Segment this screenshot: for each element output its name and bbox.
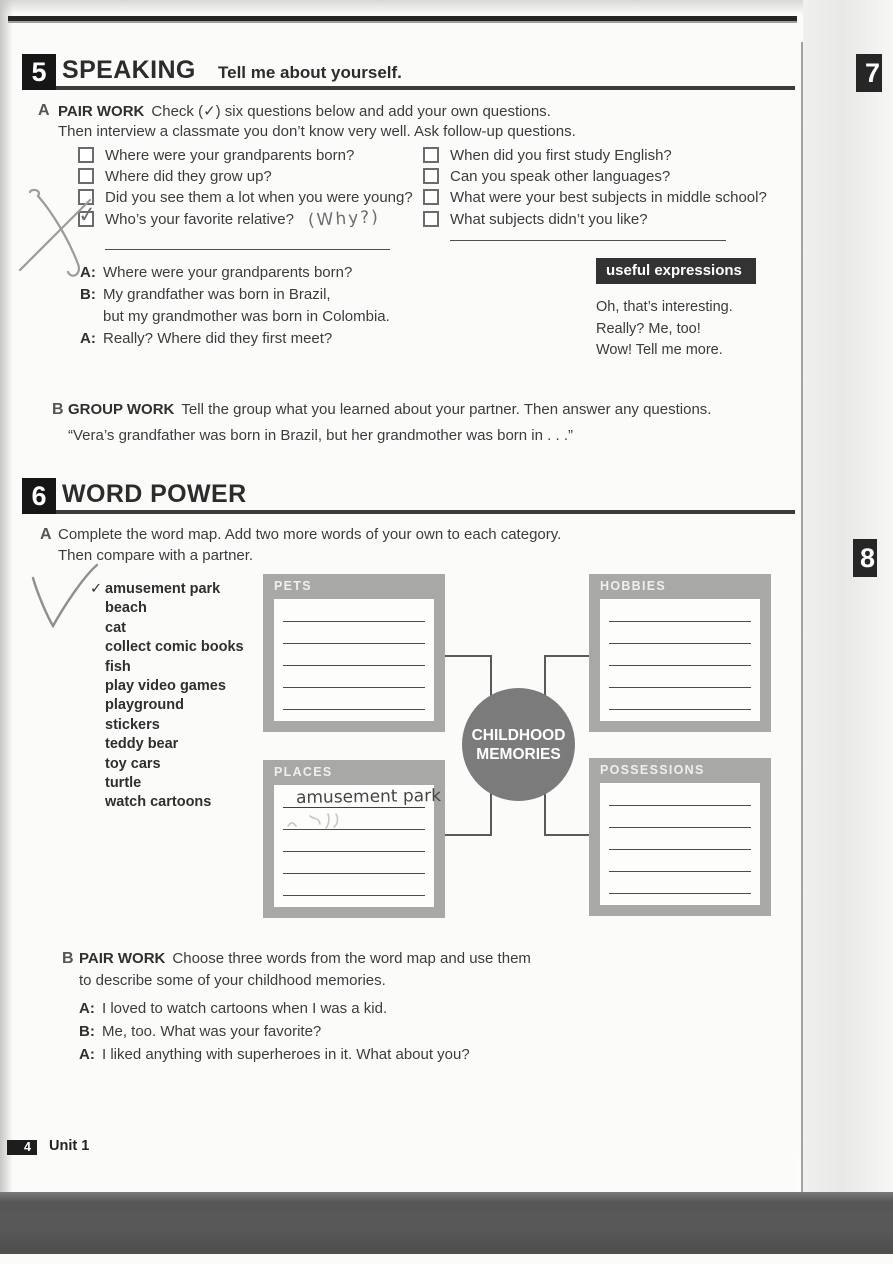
expression-item: Oh, that’s interesting. xyxy=(596,299,733,315)
question-label: Can you speak other languages? xyxy=(450,167,671,185)
pair-work-instructions xyxy=(58,102,551,120)
own-question-line xyxy=(105,249,390,250)
faint-pencil-scribble xyxy=(284,812,356,830)
box-writing-area xyxy=(600,783,760,905)
word-item: collect comic books xyxy=(105,639,244,656)
blank-line xyxy=(609,805,751,806)
group-work-heading: GROUP WORK xyxy=(68,401,175,418)
question-label: When did you first study English? xyxy=(450,146,672,164)
word-item: ✓ amusement park xyxy=(90,580,244,599)
scanner-bed-band xyxy=(0,1192,893,1254)
dialogue-text: Where were your grandparents born? xyxy=(103,264,353,281)
dialogue-line xyxy=(79,1000,387,1017)
word-item: fish xyxy=(105,658,131,675)
blank-line xyxy=(283,709,425,710)
question-row xyxy=(423,167,670,185)
blank-line xyxy=(283,829,425,830)
handwritten-note: (Why?) xyxy=(307,207,381,231)
speaker-label: B: xyxy=(80,286,96,303)
pair-work-line1: Check (✓) six questions below and add your own questions. xyxy=(151,103,551,120)
speaker-label: A: xyxy=(79,1046,95,1063)
connector-line xyxy=(544,834,591,836)
blank-line xyxy=(283,873,425,874)
question-label: What subjects didn’t you like? xyxy=(450,210,648,228)
own-question-line xyxy=(450,240,726,241)
question-label: Did you see them a lot when you were young? xyxy=(105,188,413,206)
box-writing-area xyxy=(274,599,434,721)
useful-expressions-title: useful expressions xyxy=(596,258,756,284)
blank-line xyxy=(609,827,751,828)
pair-work-2-heading: PAIR WORK xyxy=(79,950,166,967)
speaker-label: B: xyxy=(79,1023,95,1040)
check-icon: ✓ xyxy=(90,581,103,597)
speaker-label: A: xyxy=(80,330,96,347)
part-b-letter: B xyxy=(62,950,74,967)
connector-line xyxy=(445,655,492,657)
part-a-letter: A xyxy=(40,526,52,543)
scan-left-edge xyxy=(0,0,13,1192)
checkbox-icon xyxy=(423,189,439,205)
useful-expressions-box xyxy=(596,258,791,362)
part-b-letter: B xyxy=(52,401,64,418)
word-power-line2: Then compare with a partner. xyxy=(58,547,254,564)
dialogue-text: Me, too. What was your favorite? xyxy=(102,1023,322,1040)
section-6-title: WORD POWER xyxy=(62,480,247,508)
word-map-box-possessions xyxy=(589,758,771,916)
handwritten-places-entry: amusement park xyxy=(295,785,442,809)
word-item: beach xyxy=(105,600,147,617)
box-label: PLACES xyxy=(274,765,333,779)
word-map-box-hobbies xyxy=(589,574,771,732)
question-row xyxy=(78,167,272,185)
group-work-instructions xyxy=(68,401,711,418)
section-5-underline xyxy=(56,86,795,90)
pair-work-line2: Then interview a classmate you don’t know very well. Ask follow-up questions. xyxy=(58,123,576,140)
checkbox-icon xyxy=(78,147,94,163)
dialogue-text: I loved to watch cartoons when I was a kid. xyxy=(102,1000,388,1017)
word-item: cat xyxy=(105,619,126,636)
blank-line xyxy=(609,643,751,644)
dialogue-line xyxy=(80,308,390,325)
dialogue-text: but my grandmother was born in Colombia. xyxy=(103,308,390,325)
word-item: teddy bear xyxy=(105,736,179,753)
blank-line xyxy=(609,871,751,872)
word-map-box-pets xyxy=(263,574,445,732)
blank-line xyxy=(609,893,751,894)
blank-line xyxy=(609,665,751,666)
question-row xyxy=(78,188,413,206)
pair-work-2-instructions xyxy=(79,950,531,967)
center-label-line2: MEMORIES xyxy=(476,745,561,763)
question-row xyxy=(78,146,354,164)
pair-work-heading: PAIR WORK xyxy=(58,103,145,120)
box-writing-area xyxy=(600,599,760,721)
connector-line xyxy=(544,655,591,657)
group-work-example: “Vera’s grandfather was born in Brazil, but her grandmother was born in . . .” xyxy=(68,427,573,444)
dialogue-text: Really? Where did they first meet? xyxy=(103,330,333,347)
pair-work-2-line1: Choose three words from the word map and use them xyxy=(172,950,531,967)
box-label: PETS xyxy=(274,579,312,593)
box-label: POSSESSIONS xyxy=(600,763,705,777)
pair-work-2-line2: to describe some of your childhood memories. xyxy=(79,972,386,989)
word-map-box-places xyxy=(263,760,445,918)
blank-line xyxy=(283,665,425,666)
box-label: HOBBIES xyxy=(600,579,667,593)
unit-label: Unit 1 xyxy=(49,1138,90,1154)
word-item: toy cars xyxy=(105,755,161,772)
checkbox-icon xyxy=(78,168,94,184)
center-label-line1: CHILDHOOD xyxy=(471,726,566,744)
question-label: Where did they grow up? xyxy=(105,167,272,185)
next-page-sliver xyxy=(803,0,893,1192)
section-6-number: 6 xyxy=(22,478,56,514)
word-item: play video games xyxy=(105,678,226,695)
question-row xyxy=(423,210,648,228)
scan-top-edge xyxy=(0,0,893,14)
dialogue-line xyxy=(79,1023,321,1040)
connector-line xyxy=(544,791,546,836)
connector-line xyxy=(544,655,546,698)
page-number-badge: 4 xyxy=(7,1140,37,1155)
speaker-label: A: xyxy=(79,1000,95,1017)
blank-line xyxy=(283,621,425,622)
blank-line xyxy=(609,687,751,688)
word-item: playground xyxy=(105,697,184,714)
checkbox-icon xyxy=(423,168,439,184)
word-list xyxy=(90,580,244,813)
section-6-underline xyxy=(56,510,795,514)
next-page-section-number-fragment: 7 xyxy=(856,54,882,92)
dialogue-line xyxy=(80,330,332,347)
word-power-line1: Complete the word map. Add two more words of your own to each category. xyxy=(58,526,562,543)
question-row xyxy=(423,146,672,164)
part-a-letter: A xyxy=(38,102,50,119)
section-5-number: 5 xyxy=(22,54,56,90)
blank-line xyxy=(283,643,425,644)
expression-item: Really? Me, too! xyxy=(596,320,701,337)
question-label: What were your best subjects in middle school? xyxy=(450,188,767,206)
question-label: Where were your grandparents born? xyxy=(105,146,355,164)
blank-line xyxy=(609,621,751,622)
dialogue-text: My grandfather was born in Brazil, xyxy=(103,286,331,303)
word-item: watch cartoons xyxy=(105,794,212,811)
question-row xyxy=(76,202,381,231)
blank-line xyxy=(609,849,751,850)
blank-line xyxy=(283,687,425,688)
checkbox-icon xyxy=(423,211,439,227)
word-item: turtle xyxy=(105,775,142,792)
dialogue-line xyxy=(80,286,331,303)
connector-line xyxy=(490,655,492,698)
checkbox-icon xyxy=(423,147,439,163)
speaker-label: A: xyxy=(80,264,96,281)
page-edge-line xyxy=(801,42,803,1192)
connector-line xyxy=(490,792,492,836)
blank-line xyxy=(283,895,425,896)
blank-line xyxy=(283,807,425,808)
dialogue-text: I liked anything with superheroes in it. What about you? xyxy=(102,1046,470,1063)
expression-item: Wow! Tell me more. xyxy=(596,342,723,358)
connector-line xyxy=(445,834,492,836)
section-5-title: SPEAKING xyxy=(62,56,196,84)
group-work-line1: Tell the group what you learned about your partner. Then answer any questions. xyxy=(181,401,712,418)
dialogue-line xyxy=(80,264,352,281)
blank-line xyxy=(609,709,751,710)
box-writing-area xyxy=(274,785,442,907)
word-map-center-circle xyxy=(462,688,575,801)
question-row xyxy=(423,188,767,206)
page-top-rule xyxy=(8,16,797,23)
section-5-subtitle: Tell me about yourself. xyxy=(218,63,402,82)
blank-line xyxy=(283,851,425,852)
handwritten-check-icon: ✓ xyxy=(76,202,98,229)
next-page-section-number-fragment: 8 xyxy=(853,539,877,577)
word-item: stickers xyxy=(105,716,160,733)
question-label: Who’s your favorite relative? xyxy=(105,210,294,228)
dialogue-line xyxy=(79,1046,470,1063)
